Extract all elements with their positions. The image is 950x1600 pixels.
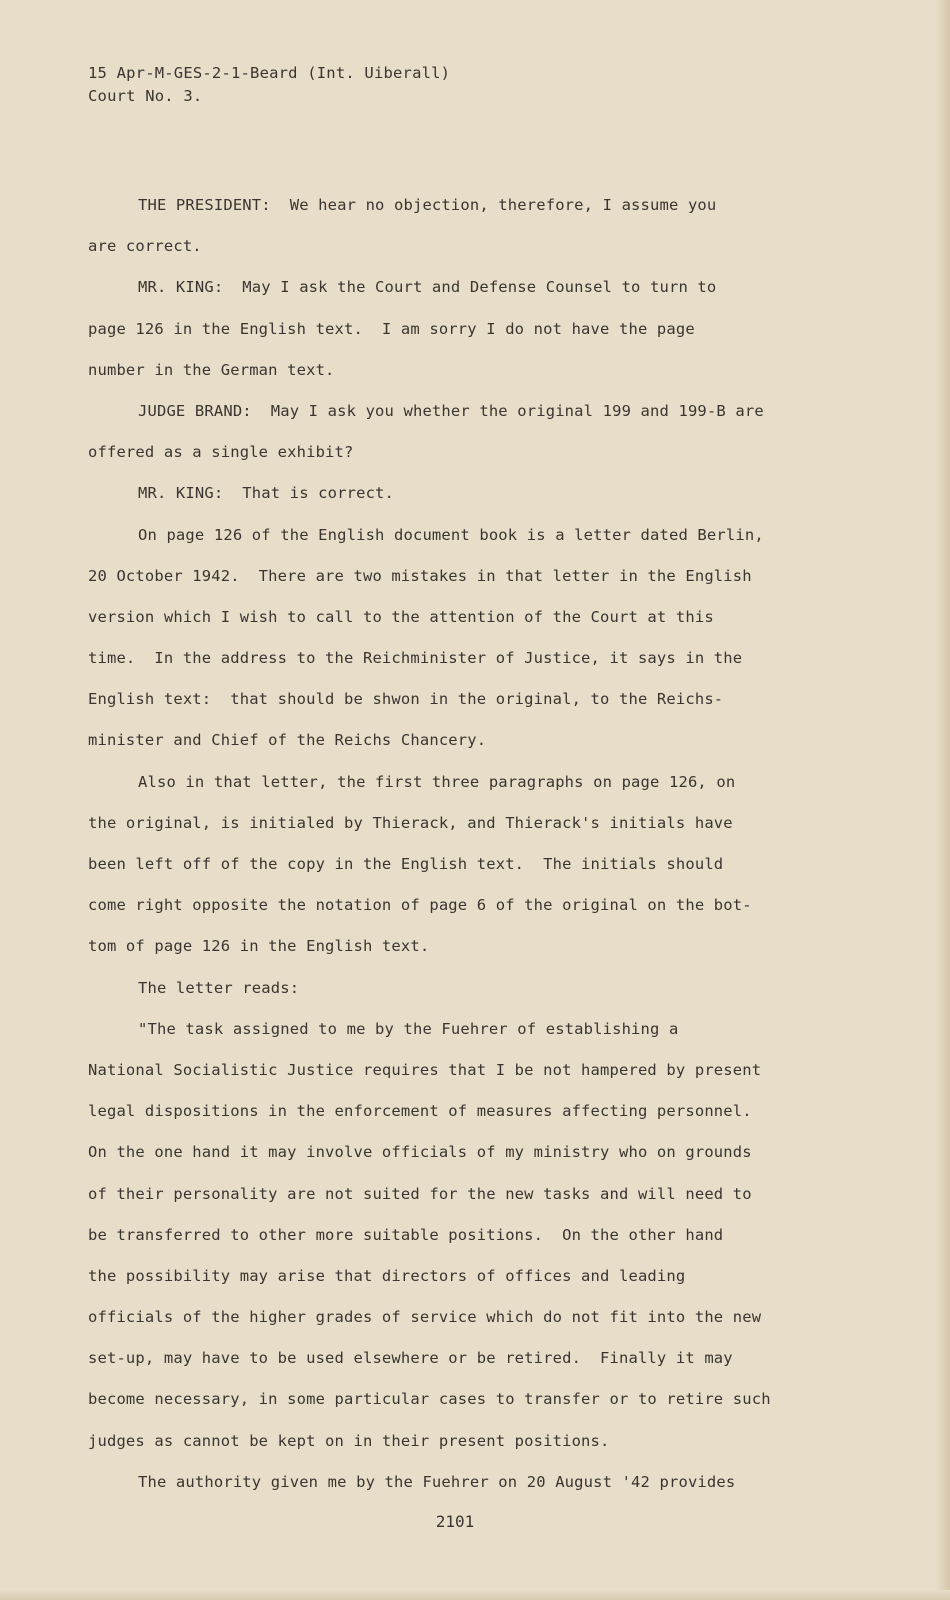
page-edge-right [936, 0, 950, 1600]
transcript-line: The authority given me by the Fuehrer on 20 August '42 provides [138, 1472, 736, 1491]
transcript-line: "The task assigned to me by the Fuehrer of establishing a [138, 1019, 679, 1038]
transcript-body [88, 185, 828, 1503]
transcript-line: English text: that should be shwon in the original, to the Reichs- [88, 690, 724, 709]
transcript-line: page 126 in the English text. I am sorry I do not have the page [88, 319, 695, 338]
transcript-line: offered as a single exhibit? [88, 443, 354, 462]
transcript-line: 20 October 1942. There are two mistakes in that letter in the English [88, 566, 752, 585]
transcript-line: number in the German text. [88, 360, 335, 379]
transcript-line: On page 126 of the English document book is a letter dated Berlin, [138, 525, 764, 544]
header-line-2: Court No. 3. [88, 87, 203, 105]
transcript-line: MR. KING: May I ask the Court and Defense Counsel to turn to [138, 278, 717, 297]
transcript-line: the possibility may arise that directors of offices and leading [88, 1266, 686, 1285]
transcript-line: National Socialistic Justice requires that I be not hampered by present [88, 1060, 762, 1079]
transcript-line: come right opposite the notation of page 6 of the original on the bot- [88, 896, 752, 915]
document-header [88, 62, 450, 108]
transcript-line: minister and Chief of the Reichs Chancery. [88, 731, 487, 750]
transcript-line: version which I wish to call to the attention of the Court at this [88, 607, 714, 626]
header-line-1: 15 Apr-M-GES-2-1-Beard (Int. Uiberall) [88, 64, 451, 82]
page-edge-bottom [0, 1590, 950, 1600]
transcript-line: MR. KING: That is correct. [138, 484, 395, 503]
page-number: 2101 [435, 1512, 475, 1531]
transcript-line: set-up, may have to be used elsewhere or be retired. Finally it may [88, 1349, 733, 1368]
transcript-line: On the one hand it may involve officials of my ministry who on grounds [88, 1143, 752, 1162]
transcript-line: JUDGE BRAND: May I ask you whether the original 199 and 199-B are [138, 401, 764, 420]
transcript-line: The letter reads: [138, 978, 300, 997]
transcript-line: THE PRESIDENT: We hear no objection, therefore, I assume you [138, 196, 717, 214]
transcript-line: time. In the address to the Reichminister of Justice, it says in the [88, 649, 743, 668]
transcript-line: legal dispositions in the enforcement of measures affecting personnel. [88, 1102, 752, 1121]
transcript-line: judges as cannot be kept on in their present positions. [88, 1431, 610, 1450]
transcript-line: of their personality are not suited for the new tasks and will need to [88, 1184, 752, 1203]
transcript-line: be transferred to other more suitable positions. On the other hand [88, 1225, 724, 1244]
transcript-line: been left off of the copy in the English text. The initials should [88, 855, 724, 873]
transcript-line: officials of the higher grades of service which do not fit into the new [88, 1308, 762, 1327]
transcript-line: are correct. [88, 237, 202, 256]
transcript-line: become necessary, in some particular cases to transfer or to retire such [88, 1390, 771, 1409]
transcript-line: Also in that letter, the first three paragraphs on page 126, on [138, 772, 736, 791]
transcript-line: the original, is initialed by Thierack, and Thierack's initials have [88, 813, 733, 832]
transcript-line: tom of page 126 in the English text. [88, 937, 430, 956]
